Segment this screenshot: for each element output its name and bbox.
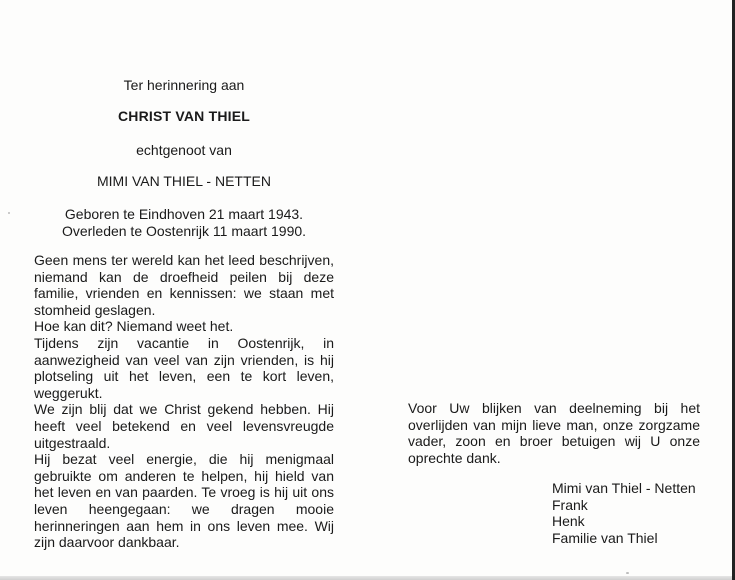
paper-speck — [8, 212, 10, 214]
birth-line: Geboren te Eindhoven 21 maart 1943. — [64, 206, 304, 222]
in-memory-line: Ter herinnering aan — [123, 77, 245, 93]
signer: Familie van Thiel — [552, 529, 658, 546]
card-edge — [0, 576, 732, 580]
thanks-text: Voor Uw blijken van deelneming bij het overlijden van mijn lieve man, onze zorgzame vader, zoon en broer betuigen wij U onze oprechte dank. — [408, 400, 700, 466]
paragraph: Hij bezat veel energie, die hij menigmaal gebruikte om anderen te helpen, hij hield van het leven en van paarden. Te vroeg is hij uit ons leven heengegaan: we dragen mooie herinneringen aan hem in ons leven mee. Wij zijn daarvoor dankbaar. — [34, 451, 334, 551]
right-panel — [408, 400, 700, 546]
deceased-name: CHRIST VAN THIEL — [117, 108, 251, 124]
signer: Henk — [552, 513, 585, 529]
signer: Frank — [552, 496, 588, 513]
paragraph: Hoe kan dit? Niemand weet het. — [34, 318, 234, 335]
signer: Mimi van Thiel - Netten — [552, 480, 696, 496]
signers-list — [552, 480, 696, 546]
paragraph: Geen mens ter wereld kan het leed beschrijven, niemand kan de droefheid peilen bij deze familie, vrienden en kennissen: we staan met stomheid geslagen. — [34, 252, 334, 318]
dates-block — [34, 206, 334, 240]
paragraph: Tijdens zijn vacantie in Oostenrijk, in aanwezigheid van veel van zijn vrienden, is hij plotseling uit het leven, een te kort leven, weggerukt. — [34, 334, 334, 401]
paragraph: We zijn blij dat we Christ gekend hebben. Hij heeft veel betekend en veel levensvreugde uitgestraald. — [34, 401, 334, 451]
spouse-name: MIMI VAN THIEL - NETTEN — [97, 173, 271, 189]
spouse-of-line: echtgenoot van — [136, 142, 232, 158]
memorial-text — [34, 252, 334, 551]
paper-speck — [626, 572, 629, 574]
death-line: Overleden te Oostenrijk 11 maart 1990. — [61, 223, 307, 239]
